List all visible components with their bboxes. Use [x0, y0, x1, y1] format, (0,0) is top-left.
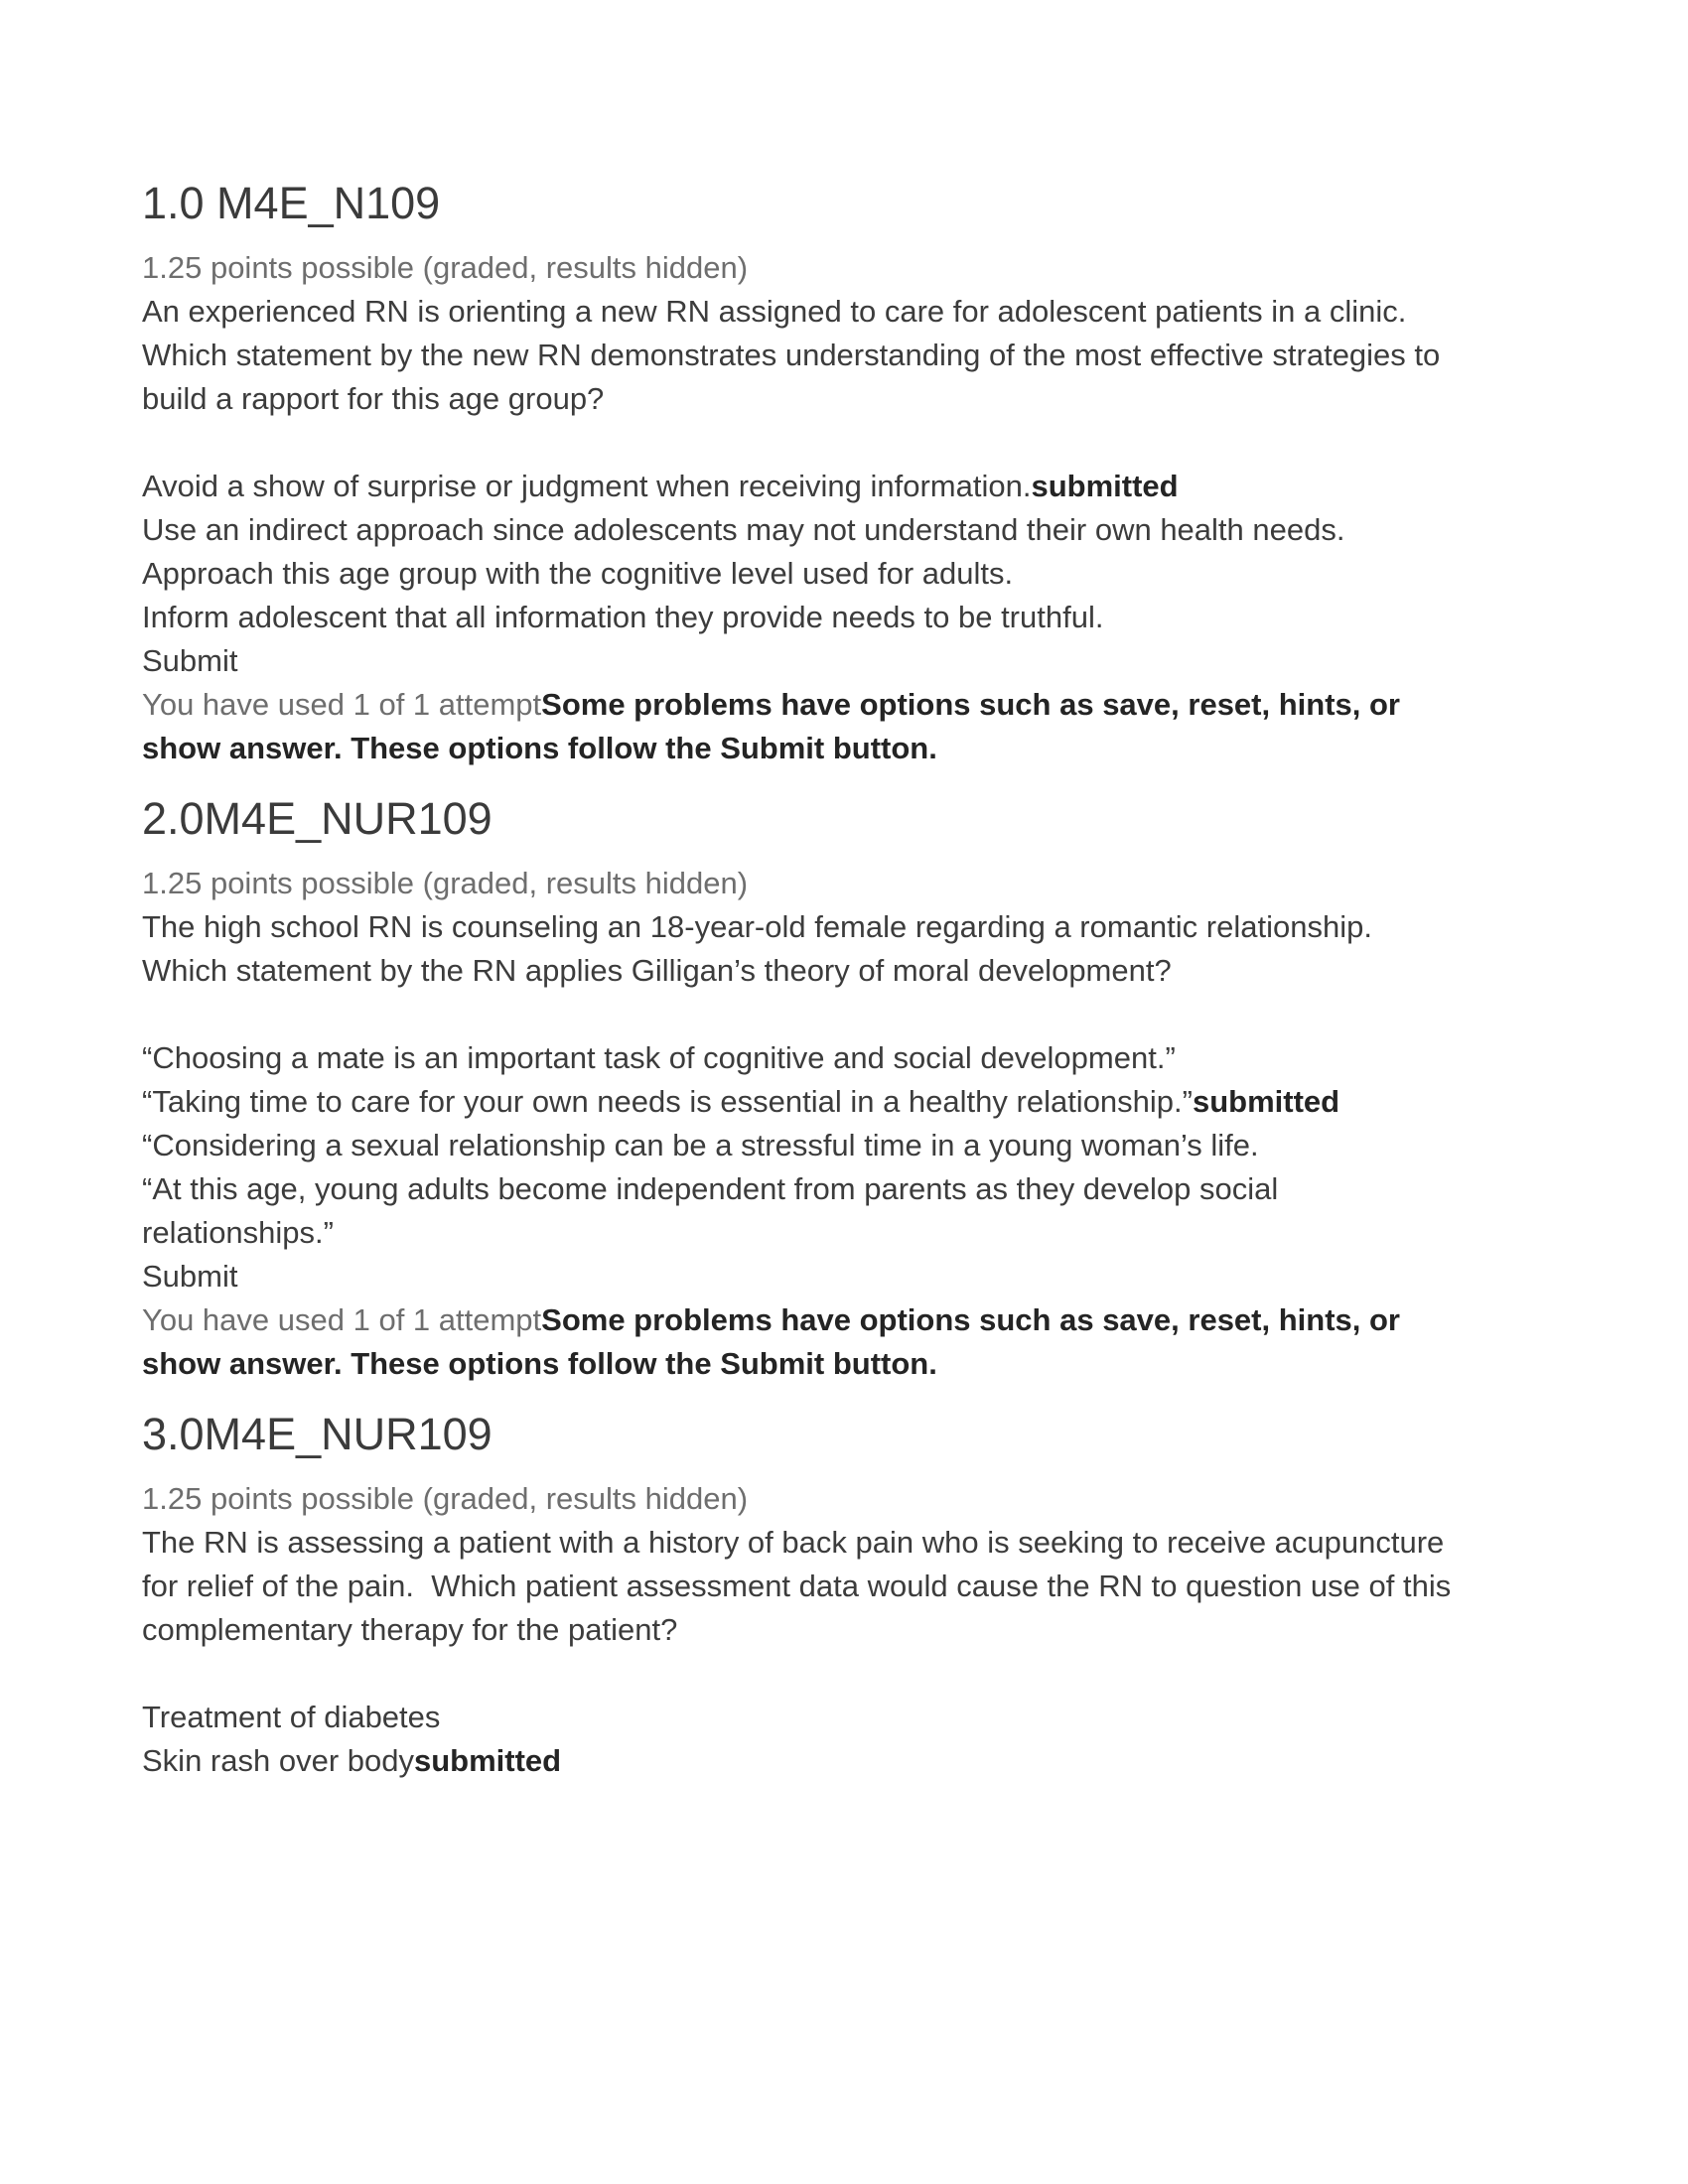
answer-option-text: Avoid a show of surprise or judgment when receiving information.: [142, 469, 1032, 503]
question-prompt: The high school RN is counseling an 18-year-old female regarding a romantic relationship. Which statement by the RN applies Gilligan’s theory of moral development?: [142, 909, 1372, 988]
answer-option: [142, 465, 1460, 508]
question-prompt: An experienced RN is orienting a new RN assigned to care for adolescent patients in a clinic. Which statement by the new RN demonstrates understanding of the most effective strategies to build a rapport for this age group?: [142, 294, 1441, 416]
question-block-3: [142, 1408, 1460, 1783]
submitted-label: submitted: [413, 1743, 562, 1778]
submit-button: Submit: [142, 643, 238, 678]
answer-option: [142, 1124, 1460, 1167]
answer-option: [142, 1036, 1460, 1080]
answer-option-text: Approach this age group with the cognitive level used for adults.: [142, 556, 1014, 591]
answer-options: [142, 1696, 1460, 1783]
attempts-line: [142, 683, 1460, 770]
attempts-note-text: Some problems have options such as save, reset, hints, or show answer. These options follow the Submit button.: [142, 687, 1400, 765]
points-possible: 1.25 points possible (graded, results hidden): [142, 1481, 749, 1516]
question-title: 1.0 M4E_N109: [142, 178, 441, 228]
question-prompt: The RN is assessing a patient with a history of back pain who is seeking to receive acupuncture for relief of the pain. Which patient assessment data would cause the RN to question use of this complementary therapy for the patient?: [142, 1525, 1452, 1647]
question-block-1: [142, 177, 1460, 770]
answer-options: [142, 1036, 1460, 1255]
answer-option: [142, 508, 1460, 552]
question-block-2: [142, 792, 1460, 1386]
submit-button: Submit: [142, 1259, 238, 1294]
attempts-used-text: You have used 1 of 1 attempt: [142, 687, 542, 722]
points-possible: 1.25 points possible (graded, results hidden): [142, 866, 749, 900]
question-title: 2.0M4E_NUR109: [142, 793, 492, 844]
document-page: [142, 177, 1460, 1783]
answer-option-text: Use an indirect approach since adolescents may not understand their own health needs.: [142, 512, 1345, 547]
points-possible: 1.25 points possible (graded, results hidden): [142, 250, 749, 285]
attempts-line: [142, 1298, 1460, 1386]
answer-option-text: “Considering a sexual relationship can be a stressful time in a young woman’s life.: [142, 1128, 1259, 1162]
answer-option-text: Inform adolescent that all information they provide needs to be truthful.: [142, 600, 1104, 634]
submitted-label: submitted: [1031, 469, 1179, 503]
answer-option: [142, 1739, 1460, 1783]
answer-option-text: Skin rash over body: [142, 1743, 414, 1778]
attempts-note-text: Some problems have options such as save, reset, hints, or show answer. These options follow the Submit button.: [142, 1302, 1400, 1381]
answer-option: [142, 1696, 1460, 1739]
answer-options: [142, 465, 1460, 639]
answer-option-text: Treatment of diabetes: [142, 1700, 441, 1734]
answer-option-text: “Choosing a mate is an important task of cognitive and social development.”: [142, 1040, 1176, 1075]
attempts-used-text: You have used 1 of 1 attempt: [142, 1302, 542, 1337]
submitted-label: submitted: [1192, 1084, 1340, 1119]
answer-option-text: “Taking time to care for your own needs is essential in a healthy relationship.”: [142, 1084, 1193, 1119]
answer-option-text: “At this age, young adults become independent from parents as they develop social relationships.”: [142, 1171, 1279, 1250]
answer-option: [142, 1080, 1460, 1124]
question-title: 3.0M4E_NUR109: [142, 1409, 492, 1459]
answer-option: [142, 1167, 1460, 1255]
answer-option: [142, 552, 1460, 596]
answer-option: [142, 596, 1460, 639]
